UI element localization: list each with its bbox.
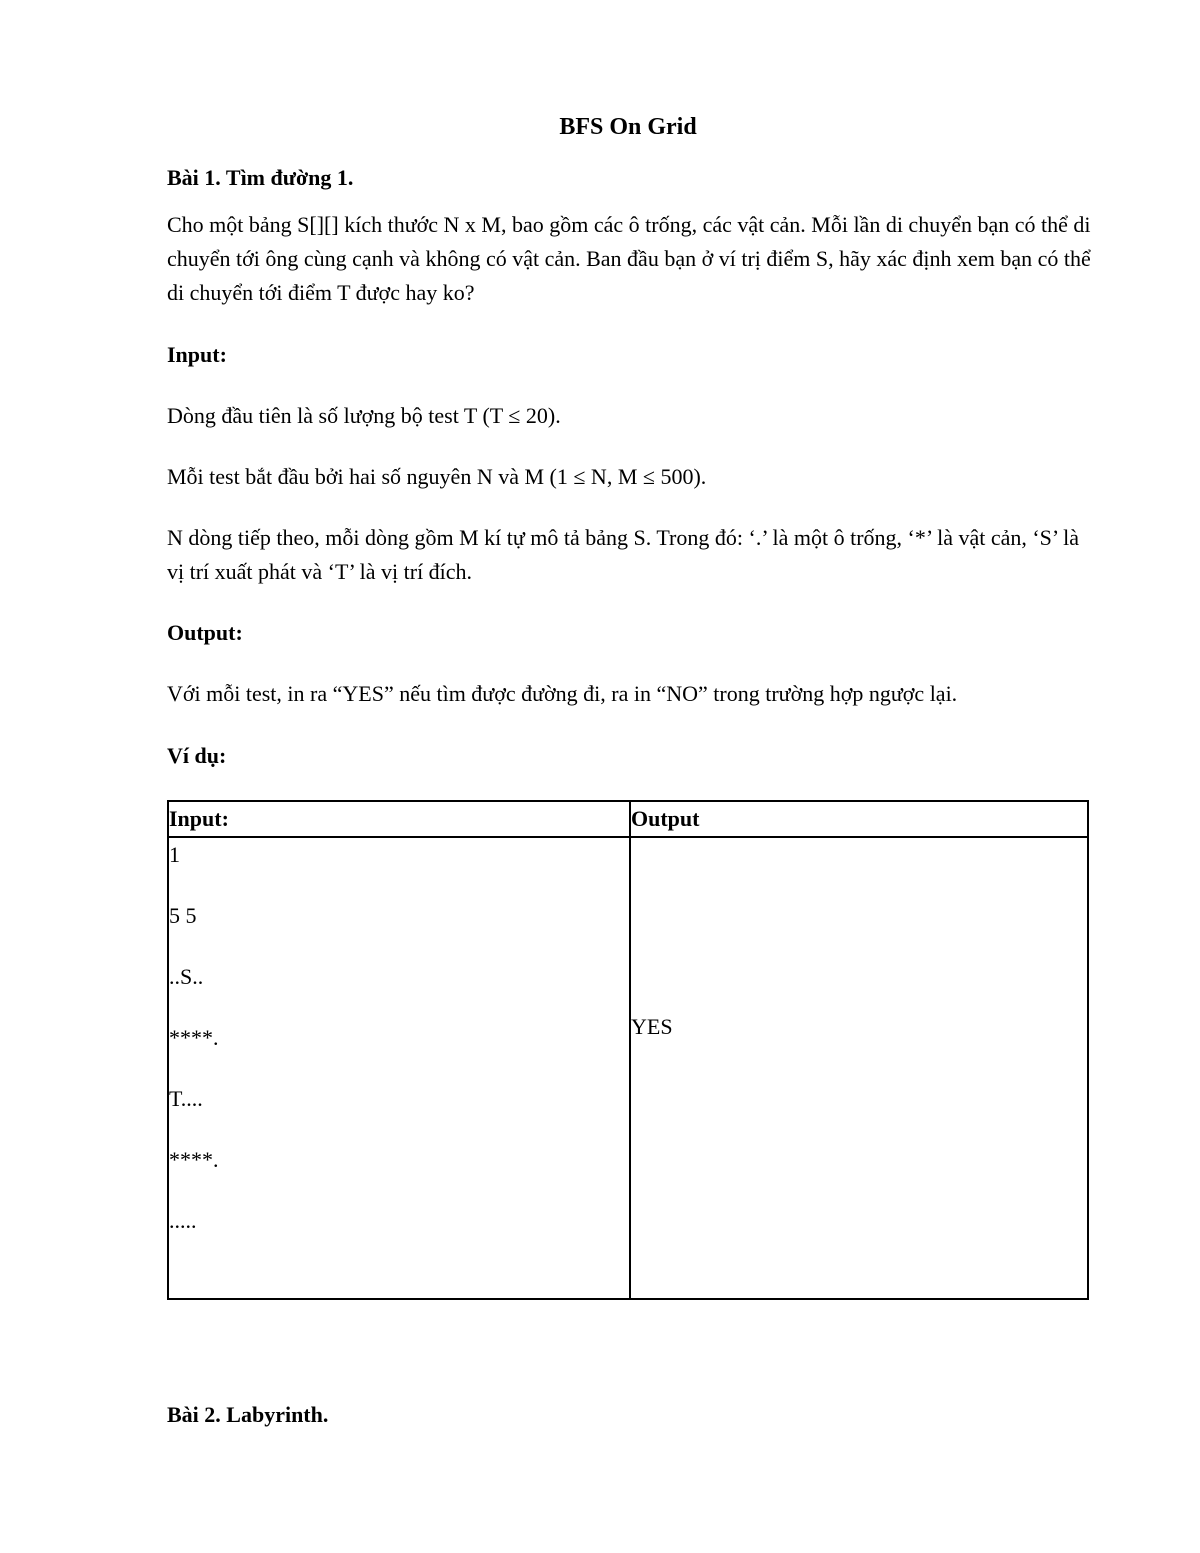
problem1-description: Cho một bảng S[][] kích thước N x M, bao gồm các ô trống, các vật cản. Mỗi lần di chuyển bạn có thể di chuyển tới ông cùng cạnh và không có vật cản. Ban đầu bạn ở ví trị điểm S, hãy xác định xem bạn có thể di chuyển tới điểm T được hay ko? xyxy=(167,212,1091,305)
example-input-line: ****. xyxy=(169,1025,219,1050)
example-output-cell xyxy=(630,837,1088,1299)
example-table-body-row xyxy=(168,837,1088,1299)
example-input-line: ..... xyxy=(169,1208,197,1233)
example-input-line: 1 xyxy=(169,842,180,867)
output-description: Với mỗi test, in ra “YES” nếu tìm được đường đi, ra in “NO” trong trường hợp ngược lại. xyxy=(167,681,958,706)
example-input-line: ..S.. xyxy=(169,964,204,989)
example-input-line: ****. xyxy=(169,1147,219,1172)
example-table xyxy=(167,800,1089,1300)
output-heading: Output: xyxy=(167,620,243,645)
problem1-heading: Bài 1. Tìm đường 1. xyxy=(167,165,354,190)
example-input-cell xyxy=(168,837,630,1299)
input-line-dimensions: Mỗi test bắt đầu bởi hai số nguyên N và M (1 ≤ N, M ≤ 500). xyxy=(167,464,707,489)
input-heading: Input: xyxy=(167,342,227,367)
input-line-grid-description: N dòng tiếp theo, mỗi dòng gồm M kí tự mô tả bảng S. Trong đó: ‘.’ là một ô trống, ‘*’ là vật cản, ‘S’ là vị trí xuất phát và ‘T’ là vị trí đích. xyxy=(167,525,1079,584)
document-title: BFS On Grid xyxy=(559,114,697,140)
problem2-heading: Bài 2. Labyrinth. xyxy=(167,1402,329,1427)
example-input-header: Input: xyxy=(168,801,630,837)
input-line-test-count: Dòng đầu tiên là số lượng bộ test T (T ≤ 20). xyxy=(167,403,561,428)
example-output-header: Output xyxy=(630,801,1088,837)
example-output-value: YES xyxy=(631,1014,673,1039)
example-input-line: T.... xyxy=(169,1086,203,1111)
example-input-line: 5 5 xyxy=(169,903,197,928)
example-heading: Ví dụ: xyxy=(167,743,227,768)
example-table-header-row xyxy=(168,801,1088,837)
